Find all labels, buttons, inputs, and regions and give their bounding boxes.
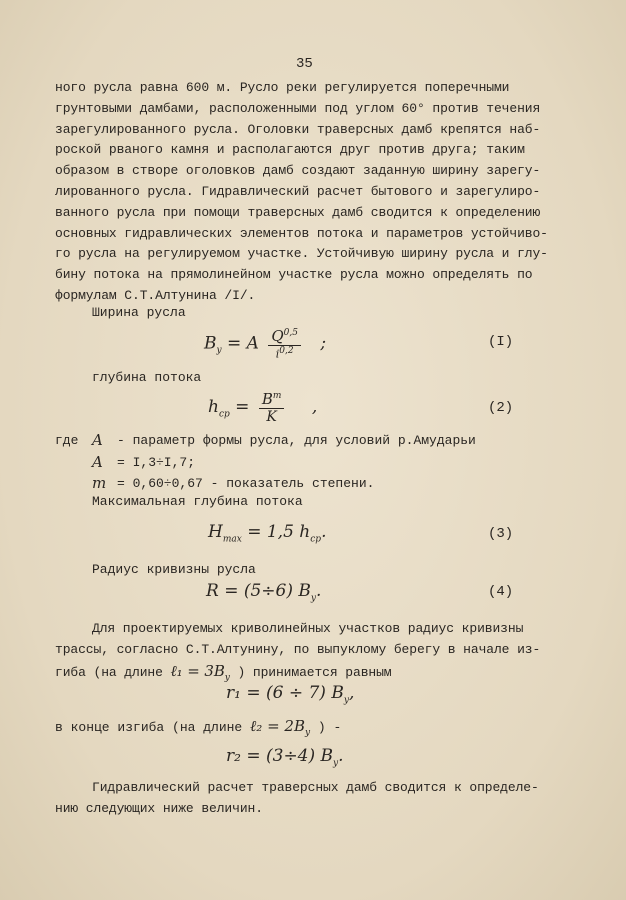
formula6-sub: y	[333, 758, 339, 769]
formula3-text: H	[208, 522, 223, 542]
formula2-den: K	[266, 409, 277, 425]
end-of-bend-formula-text: ℓ₂ = 2B	[250, 717, 305, 735]
para2-line-1: Для проектируемых криволинейных участков радиус кривизны	[92, 621, 524, 636]
where-line-2: = I,3÷I,7;	[117, 455, 196, 470]
formula2-num: B	[261, 390, 273, 408]
formula4-text: R = (5÷6) B	[206, 581, 311, 601]
formula5-tail: ,	[348, 683, 355, 703]
paragraph-conclusion	[55, 778, 575, 820]
para2-line-3b: ) принимается равным	[237, 664, 392, 680]
formula-depth	[208, 390, 317, 425]
formula-radius	[206, 581, 321, 603]
formula-max-depth	[208, 522, 326, 544]
end-of-bend-a: в конце изгиба (на длине	[55, 720, 243, 735]
equation-number-1: (I)	[488, 334, 514, 350]
formula4-sub: y	[310, 593, 316, 604]
end-of-bend-b: ) -	[317, 720, 342, 735]
formula2-mid: =	[229, 397, 255, 417]
formula5-text: r₁ = (6 ÷ 7) B	[226, 683, 344, 703]
end-of-bend-formula-sub: y	[304, 728, 311, 738]
end-of-bend-formula	[250, 717, 311, 738]
where-label: где	[55, 433, 79, 448]
para1-line: грунтовыми дамбами, расположенными под углом 60° против течения	[55, 100, 541, 116]
formula2-num-sup: m	[272, 391, 282, 401]
end-of-bend-text	[55, 717, 341, 738]
formula1-num-sup: 0,5	[283, 328, 298, 338]
symbol-m: m	[92, 474, 107, 492]
symbol-a: A	[92, 431, 103, 449]
para1-line: ного русла равна 600 м. Русло реки регулируется поперечными	[55, 80, 510, 95]
para1-line: бину потока на прямолинейном участке русла можно определять по	[55, 267, 533, 283]
formula1-den: i	[275, 347, 280, 361]
equation-number-4: (4)	[488, 584, 514, 600]
formula2-tail: ,	[311, 397, 318, 417]
paragraph-curvature	[55, 619, 575, 688]
formula2-lhs-sub: cp	[218, 409, 230, 420]
formula6-text: r₂ = (3÷4) B	[226, 746, 334, 766]
formula-start-radius	[226, 683, 354, 705]
formula1-den-sup: 0,2	[279, 346, 294, 356]
formula-width	[204, 327, 326, 361]
formula3-sub2: cp	[310, 534, 322, 545]
para3-line-1: Гидравлический расчет траверсных дамб сводится к определе-	[92, 780, 539, 795]
formula4-tail: .	[315, 581, 322, 601]
formula3-sub: max	[222, 534, 242, 545]
para1-line: образом в створе оголовков дамб создают заданную ширину зарегу-	[55, 163, 541, 179]
para1-line: ванного русла при помощи траверсных дамб сводится к определению	[55, 204, 541, 220]
equation-number-3: (3)	[488, 526, 514, 542]
formula3-tail: .	[321, 522, 327, 542]
para1-line: го русла на регулируемом участке. Устойчивую ширину русла и глу-	[55, 246, 548, 262]
para1-line: роской рваного камня и располагаются друг против друга; таким	[55, 142, 525, 158]
page-number: 35	[296, 56, 313, 72]
para3-line-2: нию следующих ниже величин.	[55, 800, 263, 816]
equation-number-2: (2)	[488, 400, 514, 416]
para1-line: лированного русла. Гидравлический расчет бытового и зарегулиро-	[55, 183, 541, 199]
formula2-fraction	[259, 390, 285, 425]
para1-line: зарегулированного русла. Оголовки траверсных дамб крепятся наб-	[55, 121, 541, 137]
symbol-a-2: A	[92, 453, 103, 471]
label-width: Ширина русла	[92, 305, 186, 320]
paragraph-intro	[55, 78, 575, 307]
formula1-num: Q	[271, 327, 284, 345]
formula1-tail: ;	[320, 333, 327, 354]
label-max-depth: Максимальная глубина потока	[92, 494, 303, 509]
where-line-1: - параметр формы русла, для условий р.Амударьи	[117, 433, 476, 448]
para2-line-3-formula-sub: y	[224, 672, 230, 683]
formula1-lhs: B	[204, 333, 217, 354]
para1-line: основных гидравлических элементов потока и параметров устойчиво-	[55, 225, 548, 241]
formula2-lhs: h	[208, 397, 219, 417]
para2-line-3-formula	[170, 661, 230, 683]
formula3-rest: = 1,5 h	[241, 522, 311, 542]
para2-line-2: трассы, согласно С.Т.Алтунину, по выпуклому берегу в начале из-	[55, 641, 541, 657]
label-depth: глубина потока	[92, 370, 202, 385]
formula6-tail: .	[338, 746, 344, 766]
para2-line-3-formula-text: ℓ₁ = 3B	[170, 661, 225, 680]
formula5-sub: y	[343, 695, 349, 706]
formula1-fraction	[268, 327, 301, 361]
para2-line-3a: гиба (на длине	[55, 664, 163, 680]
formula1-lhs-sub: y	[216, 345, 222, 356]
where-line-3: = 0,60÷0,67 - показатель степени.	[117, 476, 375, 491]
para1-line: формулам С.Т.Алтунина /I/.	[55, 287, 256, 303]
formula1-mid: = A	[221, 333, 265, 354]
formula-end-radius	[226, 746, 344, 768]
label-radius: Радиус кривизны русла	[92, 562, 256, 577]
